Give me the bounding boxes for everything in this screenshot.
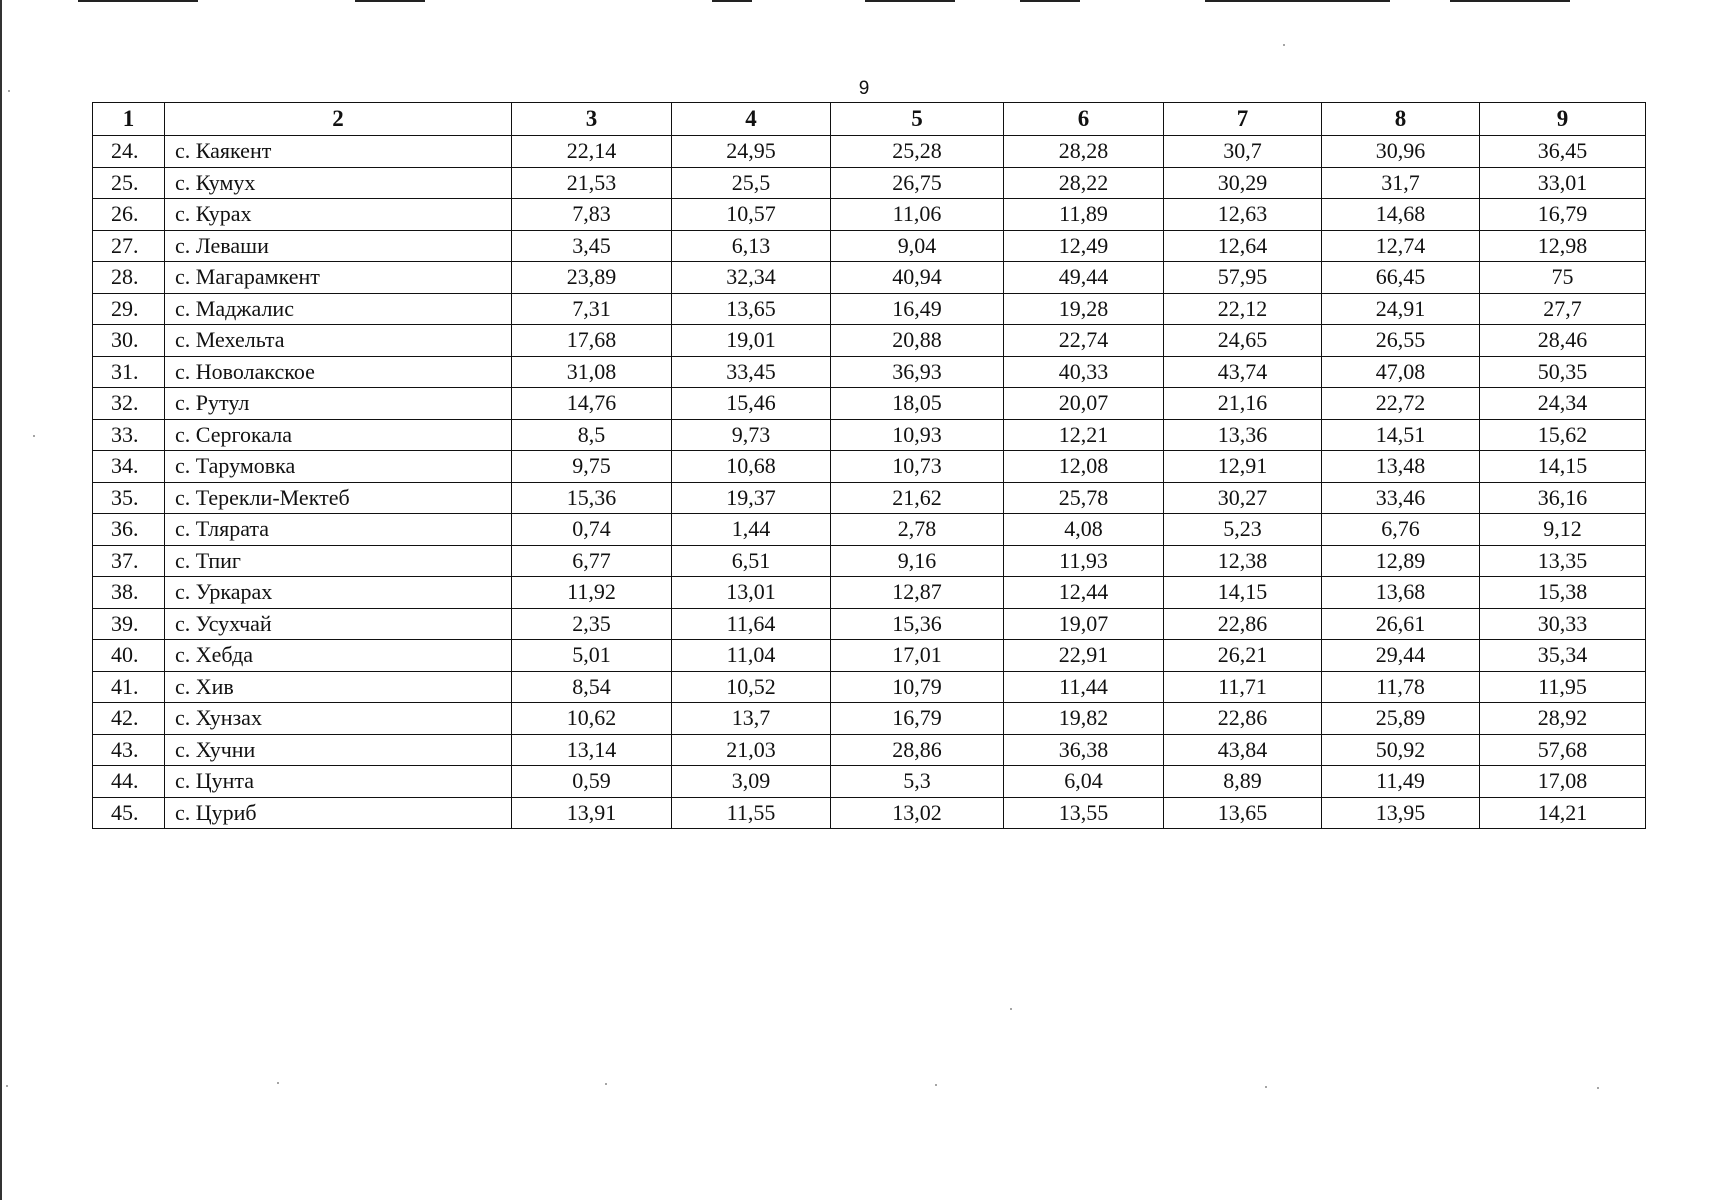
- value-cell: 19,01: [672, 325, 831, 357]
- settlement-name-cell: с. Тлярата: [165, 514, 512, 546]
- settlement-name-cell: с. Новолакское: [165, 356, 512, 388]
- value-cell: 19,82: [1004, 703, 1164, 735]
- value-cell: 0,59: [512, 766, 672, 798]
- value-cell: 9,04: [831, 230, 1004, 262]
- value-cell: 24,91: [1322, 293, 1480, 325]
- value-cell: 11,06: [831, 199, 1004, 231]
- value-cell: 35,34: [1480, 640, 1646, 672]
- value-cell: 26,55: [1322, 325, 1480, 357]
- table-body: [93, 136, 1646, 829]
- value-cell: 13,02: [831, 797, 1004, 829]
- value-cell: 6,51: [672, 545, 831, 577]
- table-row: [93, 167, 1646, 199]
- value-cell: 10,79: [831, 671, 1004, 703]
- settlement-name-cell: с. Тпиг: [165, 545, 512, 577]
- row-number-cell: 38.: [93, 577, 165, 609]
- value-cell: 13,35: [1480, 545, 1646, 577]
- value-cell: 33,01: [1480, 167, 1646, 199]
- value-cell: 21,16: [1164, 388, 1322, 420]
- value-cell: 19,28: [1004, 293, 1164, 325]
- value-cell: 11,95: [1480, 671, 1646, 703]
- scan-speck: [277, 1082, 279, 1084]
- value-cell: 11,78: [1322, 671, 1480, 703]
- table-row: [93, 230, 1646, 262]
- value-cell: 24,95: [672, 136, 831, 168]
- value-cell: 13,65: [672, 293, 831, 325]
- value-cell: 14,15: [1164, 577, 1322, 609]
- value-cell: 40,94: [831, 262, 1004, 294]
- row-number-cell: 44.: [93, 766, 165, 798]
- value-cell: 14,21: [1480, 797, 1646, 829]
- value-cell: 13,36: [1164, 419, 1322, 451]
- settlement-name-cell: с. Мехельта: [165, 325, 512, 357]
- row-number-cell: 34.: [93, 451, 165, 483]
- row-number-cell: 40.: [93, 640, 165, 672]
- value-cell: 0,74: [512, 514, 672, 546]
- value-cell: 36,45: [1480, 136, 1646, 168]
- value-cell: 22,74: [1004, 325, 1164, 357]
- column-header: 4: [672, 103, 831, 136]
- value-cell: 22,91: [1004, 640, 1164, 672]
- settlement-name-cell: с. Маджалис: [165, 293, 512, 325]
- table-row: [93, 545, 1646, 577]
- value-cell: 13,68: [1322, 577, 1480, 609]
- settlement-name-cell: с. Цуриб: [165, 797, 512, 829]
- value-cell: 14,68: [1322, 199, 1480, 231]
- scan-edge-top: [712, 0, 752, 2]
- scan-edge-left: [0, 0, 2, 1200]
- table-row: [93, 136, 1646, 168]
- row-number-cell: 28.: [93, 262, 165, 294]
- value-cell: 16,49: [831, 293, 1004, 325]
- settlement-name-cell: с. Курах: [165, 199, 512, 231]
- value-cell: 10,52: [672, 671, 831, 703]
- value-cell: 20,07: [1004, 388, 1164, 420]
- value-cell: 21,03: [672, 734, 831, 766]
- value-cell: 12,49: [1004, 230, 1164, 262]
- value-cell: 50,35: [1480, 356, 1646, 388]
- settlement-name-cell: с. Каякент: [165, 136, 512, 168]
- value-cell: 13,65: [1164, 797, 1322, 829]
- row-number-cell: 33.: [93, 419, 165, 451]
- value-cell: 10,93: [831, 419, 1004, 451]
- column-header: 5: [831, 103, 1004, 136]
- value-cell: 36,16: [1480, 482, 1646, 514]
- value-cell: 26,75: [831, 167, 1004, 199]
- table-row: [93, 356, 1646, 388]
- scan-edge-top: [355, 0, 425, 2]
- value-cell: 22,86: [1164, 608, 1322, 640]
- value-cell: 11,93: [1004, 545, 1164, 577]
- table-row: [93, 640, 1646, 672]
- value-cell: 28,28: [1004, 136, 1164, 168]
- value-cell: 26,21: [1164, 640, 1322, 672]
- table-row: [93, 671, 1646, 703]
- scan-speck: [1283, 44, 1285, 46]
- column-header: 3: [512, 103, 672, 136]
- value-cell: 43,74: [1164, 356, 1322, 388]
- value-cell: 25,5: [672, 167, 831, 199]
- column-header: 2: [165, 103, 512, 136]
- value-cell: 11,64: [672, 608, 831, 640]
- value-cell: 2,78: [831, 514, 1004, 546]
- value-cell: 14,76: [512, 388, 672, 420]
- value-cell: 18,05: [831, 388, 1004, 420]
- row-number-cell: 25.: [93, 167, 165, 199]
- value-cell: 19,37: [672, 482, 831, 514]
- column-header: 9: [1480, 103, 1646, 136]
- value-cell: 50,92: [1322, 734, 1480, 766]
- table-row: [93, 797, 1646, 829]
- value-cell: 11,44: [1004, 671, 1164, 703]
- value-cell: 15,36: [512, 482, 672, 514]
- value-cell: 8,89: [1164, 766, 1322, 798]
- value-cell: 5,3: [831, 766, 1004, 798]
- value-cell: 12,63: [1164, 199, 1322, 231]
- value-cell: 21,53: [512, 167, 672, 199]
- column-header: 1: [93, 103, 165, 136]
- value-cell: 23,89: [512, 262, 672, 294]
- table-row: [93, 766, 1646, 798]
- scan-speck: [1010, 1008, 1012, 1010]
- value-cell: 19,07: [1004, 608, 1164, 640]
- table-row: [93, 199, 1646, 231]
- row-number-cell: 31.: [93, 356, 165, 388]
- value-cell: 9,73: [672, 419, 831, 451]
- value-cell: 14,51: [1322, 419, 1480, 451]
- value-cell: 15,62: [1480, 419, 1646, 451]
- settlement-name-cell: с. Хив: [165, 671, 512, 703]
- row-number-cell: 37.: [93, 545, 165, 577]
- value-cell: 28,22: [1004, 167, 1164, 199]
- value-cell: 13,95: [1322, 797, 1480, 829]
- data-table: [92, 102, 1646, 829]
- table-row: [93, 482, 1646, 514]
- value-cell: 25,89: [1322, 703, 1480, 735]
- value-cell: 13,91: [512, 797, 672, 829]
- value-cell: 11,55: [672, 797, 831, 829]
- value-cell: 10,57: [672, 199, 831, 231]
- value-cell: 5,01: [512, 640, 672, 672]
- value-cell: 12,64: [1164, 230, 1322, 262]
- table-row: [93, 262, 1646, 294]
- value-cell: 6,04: [1004, 766, 1164, 798]
- settlement-name-cell: с. Магарамкент: [165, 262, 512, 294]
- value-cell: 24,65: [1164, 325, 1322, 357]
- value-cell: 13,14: [512, 734, 672, 766]
- value-cell: 25,78: [1004, 482, 1164, 514]
- value-cell: 12,38: [1164, 545, 1322, 577]
- value-cell: 31,7: [1322, 167, 1480, 199]
- table-row: [93, 703, 1646, 735]
- value-cell: 30,33: [1480, 608, 1646, 640]
- scan-speck: [605, 1083, 607, 1085]
- value-cell: 12,91: [1164, 451, 1322, 483]
- value-cell: 12,74: [1322, 230, 1480, 262]
- value-cell: 13,7: [672, 703, 831, 735]
- value-cell: 8,5: [512, 419, 672, 451]
- value-cell: 57,95: [1164, 262, 1322, 294]
- table-row: [93, 419, 1646, 451]
- value-cell: 28,86: [831, 734, 1004, 766]
- settlement-name-cell: с. Сергокала: [165, 419, 512, 451]
- value-cell: 12,89: [1322, 545, 1480, 577]
- value-cell: 22,72: [1322, 388, 1480, 420]
- value-cell: 17,01: [831, 640, 1004, 672]
- value-cell: 1,44: [672, 514, 831, 546]
- value-cell: 40,33: [1004, 356, 1164, 388]
- row-number-cell: 43.: [93, 734, 165, 766]
- settlement-name-cell: с. Тарумовка: [165, 451, 512, 483]
- table-row: [93, 451, 1646, 483]
- value-cell: 75: [1480, 262, 1646, 294]
- value-cell: 9,12: [1480, 514, 1646, 546]
- value-cell: 15,38: [1480, 577, 1646, 609]
- row-number-cell: 45.: [93, 797, 165, 829]
- value-cell: 10,73: [831, 451, 1004, 483]
- scan-speck: [33, 435, 35, 437]
- value-cell: 11,71: [1164, 671, 1322, 703]
- value-cell: 3,09: [672, 766, 831, 798]
- value-cell: 3,45: [512, 230, 672, 262]
- value-cell: 47,08: [1322, 356, 1480, 388]
- value-cell: 21,62: [831, 482, 1004, 514]
- table-row: [93, 514, 1646, 546]
- value-cell: 33,45: [672, 356, 831, 388]
- row-number-cell: 42.: [93, 703, 165, 735]
- value-cell: 13,55: [1004, 797, 1164, 829]
- settlement-name-cell: с. Хебда: [165, 640, 512, 672]
- value-cell: 33,46: [1322, 482, 1480, 514]
- settlement-name-cell: с. Хунзах: [165, 703, 512, 735]
- value-cell: 49,44: [1004, 262, 1164, 294]
- value-cell: 31,08: [512, 356, 672, 388]
- settlement-name-cell: с. Цунта: [165, 766, 512, 798]
- row-number-cell: 27.: [93, 230, 165, 262]
- settlement-name-cell: с. Усухчай: [165, 608, 512, 640]
- page-number: 9: [858, 78, 870, 99]
- value-cell: 10,62: [512, 703, 672, 735]
- value-cell: 8,54: [512, 671, 672, 703]
- table-row: [93, 734, 1646, 766]
- value-cell: 28,92: [1480, 703, 1646, 735]
- table-row: [93, 608, 1646, 640]
- value-cell: 29,44: [1322, 640, 1480, 672]
- table-row: [93, 293, 1646, 325]
- value-cell: 22,86: [1164, 703, 1322, 735]
- value-cell: 17,08: [1480, 766, 1646, 798]
- value-cell: 6,76: [1322, 514, 1480, 546]
- value-cell: 26,61: [1322, 608, 1480, 640]
- value-cell: 6,77: [512, 545, 672, 577]
- value-cell: 14,15: [1480, 451, 1646, 483]
- value-cell: 13,48: [1322, 451, 1480, 483]
- scan-edge-top: [1450, 0, 1570, 2]
- value-cell: 24,34: [1480, 388, 1646, 420]
- value-cell: 9,75: [512, 451, 672, 483]
- value-cell: 57,68: [1480, 734, 1646, 766]
- value-cell: 10,68: [672, 451, 831, 483]
- value-cell: 9,16: [831, 545, 1004, 577]
- table-row: [93, 388, 1646, 420]
- row-number-cell: 32.: [93, 388, 165, 420]
- value-cell: 12,87: [831, 577, 1004, 609]
- value-cell: 43,84: [1164, 734, 1322, 766]
- value-cell: 22,12: [1164, 293, 1322, 325]
- row-number-cell: 36.: [93, 514, 165, 546]
- value-cell: 16,79: [1480, 199, 1646, 231]
- value-cell: 12,21: [1004, 419, 1164, 451]
- value-cell: 25,28: [831, 136, 1004, 168]
- table-row: [93, 325, 1646, 357]
- settlement-name-cell: с. Хучни: [165, 734, 512, 766]
- scan-edge-top: [1205, 0, 1390, 2]
- value-cell: 28,46: [1480, 325, 1646, 357]
- row-number-cell: 35.: [93, 482, 165, 514]
- scan-speck: [935, 1084, 937, 1086]
- value-cell: 32,34: [672, 262, 831, 294]
- table-row: [93, 577, 1646, 609]
- value-cell: 36,93: [831, 356, 1004, 388]
- column-header: 6: [1004, 103, 1164, 136]
- value-cell: 2,35: [512, 608, 672, 640]
- settlement-name-cell: с. Терекли-Мектеб: [165, 482, 512, 514]
- scan-edge-top: [78, 0, 198, 2]
- settlement-name-cell: с. Уркарах: [165, 577, 512, 609]
- scan-edge-top: [1020, 0, 1080, 2]
- value-cell: 27,7: [1480, 293, 1646, 325]
- value-cell: 20,88: [831, 325, 1004, 357]
- scan-edge-top: [865, 0, 955, 2]
- value-cell: 12,44: [1004, 577, 1164, 609]
- scan-speck: [1597, 1087, 1599, 1089]
- value-cell: 12,98: [1480, 230, 1646, 262]
- value-cell: 36,38: [1004, 734, 1164, 766]
- row-number-cell: 30.: [93, 325, 165, 357]
- value-cell: 30,7: [1164, 136, 1322, 168]
- value-cell: 12,08: [1004, 451, 1164, 483]
- value-cell: 7,83: [512, 199, 672, 231]
- column-header: 8: [1322, 103, 1480, 136]
- row-number-cell: 41.: [93, 671, 165, 703]
- value-cell: 13,01: [672, 577, 831, 609]
- value-cell: 11,49: [1322, 766, 1480, 798]
- row-number-cell: 39.: [93, 608, 165, 640]
- scan-speck: [1265, 1086, 1267, 1088]
- value-cell: 30,27: [1164, 482, 1322, 514]
- value-cell: 7,31: [512, 293, 672, 325]
- scan-speck: [6, 1085, 8, 1087]
- value-cell: 22,14: [512, 136, 672, 168]
- row-number-cell: 29.: [93, 293, 165, 325]
- settlement-name-cell: с. Кумух: [165, 167, 512, 199]
- value-cell: 6,13: [672, 230, 831, 262]
- value-cell: 66,45: [1322, 262, 1480, 294]
- column-header: 7: [1164, 103, 1322, 136]
- header-row: [93, 103, 1646, 136]
- value-cell: 16,79: [831, 703, 1004, 735]
- settlement-name-cell: с. Леваши: [165, 230, 512, 262]
- value-cell: 15,36: [831, 608, 1004, 640]
- row-number-cell: 24.: [93, 136, 165, 168]
- value-cell: 30,96: [1322, 136, 1480, 168]
- value-cell: 30,29: [1164, 167, 1322, 199]
- value-cell: 15,46: [672, 388, 831, 420]
- value-cell: 11,89: [1004, 199, 1164, 231]
- settlement-name-cell: с. Рутул: [165, 388, 512, 420]
- value-cell: 17,68: [512, 325, 672, 357]
- value-cell: 5,23: [1164, 514, 1322, 546]
- row-number-cell: 26.: [93, 199, 165, 231]
- value-cell: 11,04: [672, 640, 831, 672]
- value-cell: 4,08: [1004, 514, 1164, 546]
- value-cell: 11,92: [512, 577, 672, 609]
